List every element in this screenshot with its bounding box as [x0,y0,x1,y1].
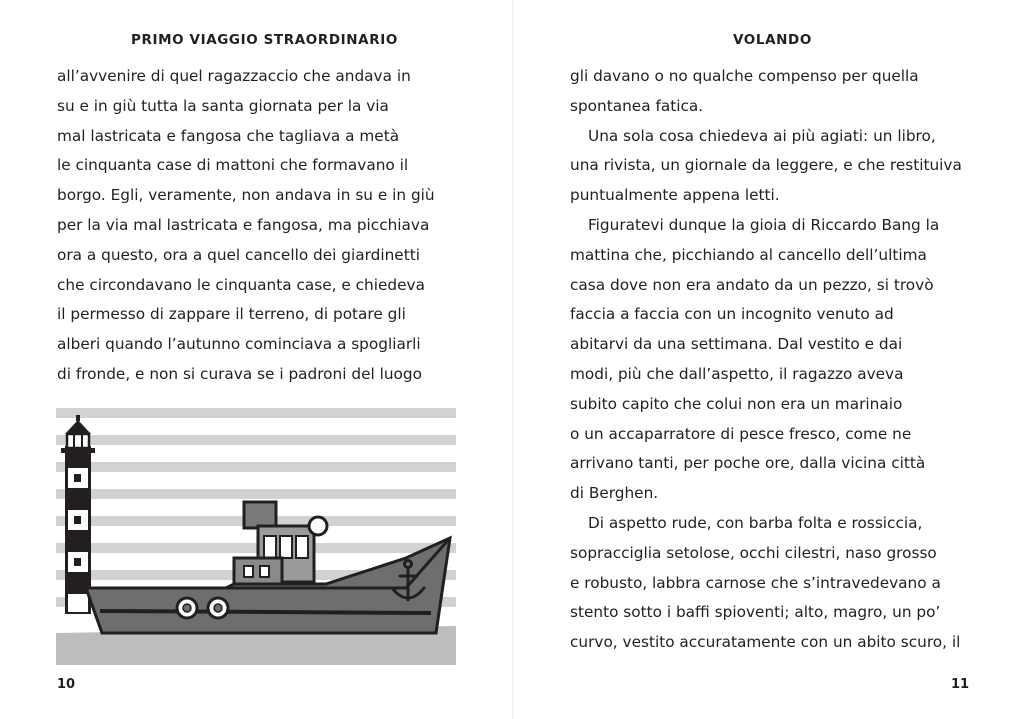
text-line: sopracciglia setolose, occhi cilestri, naso grosso [570,543,937,562]
text-line: stento sotto i baffi spioventi; alto, magro, un po’ [570,603,941,622]
text-line: faccia a faccia con un incognito venuto ad [570,305,894,324]
text-line: o un accaparratore di pesce fresco, come ne [570,424,912,443]
text-line: su e in giù tutta la santa giornata per la via [57,96,389,115]
text-line: di fronde, e non si curava se i padroni del luogo [57,364,422,383]
text-line: all’avvenire di quel ragazzaccio che andava in [57,67,411,85]
text-line: alberi quando l’autunno cominciava a spogliarli [57,335,421,354]
text-line: le cinquanta case di mattoni che formavano il [57,156,409,175]
text-line: per la via mal lastricata e fangosa, ma picchiava [57,215,430,234]
text-line: Di aspetto rude, con barba folta e rossiccia, [588,513,923,532]
text-line: mattina che, picchiando al cancello dell’ultima [570,245,927,264]
running-head-left: PRIMO VIAGGIO STRAORDINARIO [131,32,398,48]
left-page-text [57,62,457,390]
text-line: puntualmente appena letti. [570,186,780,205]
running-head-right: VOLANDO [733,32,812,48]
text-line: gli davano o no qualche compenso per quella [570,67,919,85]
text-line: Figuratevi dunque la gioia di Riccardo Bang la [588,215,940,234]
text-line: Una sola cosa chiedeva ai più agiati: un libro, [588,126,936,145]
text-line: di Berghen. [570,484,659,503]
text-line: e robusto, labbra carnose che s’intravedevano a [570,573,941,592]
text-line: modi, più che dall’aspetto, il ragazzo aveva [570,364,904,383]
text-line: casa dove non era andato da un pezzo, si trovò [570,275,934,294]
ship-lighthouse-illustration [56,408,456,665]
lighthouse-icon [61,415,95,614]
page-number-right: 11 [951,677,970,692]
right-page-text [570,62,980,658]
text-line: ora a questo, ora a quel cancello dei giardinetti [57,245,420,264]
text-line: arrivano tanti, per poche ore, dalla vicina città [570,454,926,473]
text-line: una rivista, un giornale da leggere, e che restituiva [570,156,962,175]
text-line: abitarvi da una settimana. Dal vestito e dai [570,335,903,354]
page-number-left: 10 [57,677,76,692]
text-line: curvo, vestito accuratamente con un abito scuro, il [570,633,961,652]
text-line: il permesso di zappare il terreno, di potare gli [57,305,406,324]
right-page [512,0,1024,719]
text-line: spontanea fatica. [570,96,704,115]
text-line: mal lastricata e fangosa che tagliava a metà [57,126,400,145]
text-line: che circondavano le cinquanta case, e chiedeva [57,275,425,294]
text-line: borgo. Egli, veramente, non andava in su e in giù [57,186,435,205]
text-line: subito capito che colui non era un marinaio [570,394,903,413]
